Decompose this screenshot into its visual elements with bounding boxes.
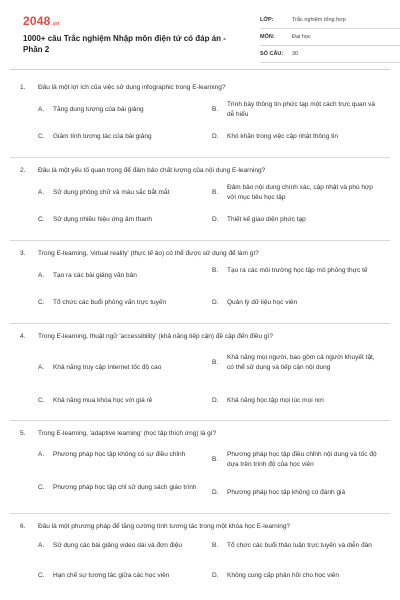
question-3 — [20, 249, 385, 314]
option-a[interactable] — [38, 541, 208, 551]
logo-suffix: .vn — [51, 21, 60, 27]
option-letter: B. — [212, 359, 219, 366]
question-number: 4. — [20, 333, 26, 340]
question-prompt: Trong E-learning, 'virtual reality' (thực tế ảo) có thể được sử dụng để làm gì? — [38, 250, 259, 257]
option-a[interactable] — [38, 188, 208, 198]
option-letter: D. — [212, 216, 219, 223]
option-c[interactable] — [38, 483, 208, 493]
document-title: 1000+ câu Trắc nghiệm Nhập môn điện tử có đáp án - Phần 2 — [23, 34, 226, 54]
option-text: Quản lý dữ liệu học viên — [227, 299, 298, 306]
option-letter: A. — [38, 364, 45, 371]
option-letter: C. — [38, 484, 45, 491]
divider — [10, 513, 390, 514]
option-letter: C. — [38, 572, 45, 579]
question-text — [20, 522, 385, 531]
question-text — [20, 332, 385, 341]
option-c[interactable] — [38, 132, 208, 142]
option-c[interactable] — [38, 571, 208, 581]
question-prompt: Đâu là một yếu tố quan trọng để đảm bảo chất lượng của nội dung E-learning? — [38, 167, 266, 174]
info-value: Trắc nghiệm tổng hợp — [292, 17, 346, 23]
option-letter: B. — [212, 542, 219, 549]
info-label: LỚP: — [260, 17, 274, 23]
option-text: Tạo ra các bài giảng văn bản — [53, 272, 137, 279]
option-text: Hạn chế sự tương tác giữa các học viên — [53, 572, 170, 579]
option-letter: C. — [38, 133, 45, 140]
option-letter: D. — [212, 299, 219, 306]
option-a[interactable] — [38, 363, 208, 373]
option-letter: B. — [212, 189, 219, 196]
divider — [10, 240, 390, 241]
options — [20, 183, 385, 231]
option-text: Phương pháp học tập chỉ sử dụng sách giáo trình — [53, 484, 197, 491]
option-text: Tạo ra các môi trường học tập mô phỏng thực tế — [227, 267, 368, 274]
option-text: Sử dụng phông chữ và màu sắc bắt mắt — [53, 189, 170, 196]
option-letter: A. — [38, 542, 45, 549]
option-text: Tổ chức các buổi thảo luận trực tuyến và diễn đàn — [227, 542, 372, 549]
option-c[interactable] — [38, 215, 208, 225]
option-text: Khó khăn trong việc cập nhật thông tin — [227, 133, 338, 140]
info-label: MÔN: — [260, 34, 275, 40]
option-b[interactable] — [212, 266, 382, 276]
options — [20, 349, 385, 411]
option-d[interactable] — [212, 215, 382, 225]
option-text: Tăng dung lượng của bài giảng — [53, 106, 144, 113]
options — [20, 266, 385, 314]
option-b[interactable] — [212, 541, 382, 551]
info-label: SỐ CÂU: — [260, 51, 284, 57]
question-text — [20, 166, 385, 175]
option-letter: C. — [38, 397, 45, 404]
option-text: Sử dụng các bài giảng video dài và đơn điệu — [53, 542, 182, 549]
question-4 — [20, 332, 385, 411]
option-letter: D. — [212, 572, 219, 579]
option-letter: C. — [38, 299, 45, 306]
option-text: Khả năng mua khóa học với giá rẻ — [53, 397, 153, 404]
question-5 — [20, 429, 385, 506]
option-text: Phương pháp học tập điều chỉnh nội dung và tốc độ dựa trên trình độ của học viên — [227, 451, 377, 468]
site-logo[interactable] — [23, 14, 59, 28]
option-text: Khả năng học tập mọi lúc mọi nơi — [227, 397, 324, 404]
question-text — [20, 429, 385, 438]
question-text — [20, 83, 385, 92]
info-table — [260, 12, 400, 63]
option-letter: D. — [212, 489, 219, 496]
info-row-subject — [260, 29, 400, 46]
option-a[interactable] — [38, 105, 208, 115]
option-text: Trình bày thông tin phức tạp một cách trực quan và dễ hiểu — [227, 101, 375, 118]
option-text: Sử dụng nhiều hiệu ứng âm thanh — [53, 216, 153, 223]
question-number: 6. — [20, 523, 26, 530]
option-a[interactable] — [38, 271, 208, 281]
logo-text: 2048 — [23, 14, 51, 28]
option-d[interactable] — [212, 132, 382, 142]
option-text: Không cung cấp phản hồi cho học viên — [227, 572, 340, 579]
question-prompt: Trong E-learning, thuật ngữ 'accessibility' (khả năng tiếp cận) đề cập đến điều gì? — [38, 333, 273, 340]
option-letter: D. — [212, 133, 219, 140]
option-letter: A. — [38, 272, 45, 279]
question-number: 3. — [20, 250, 26, 257]
option-b[interactable] — [212, 450, 382, 470]
option-text: Đảm bảo nội dung chính xác, cập nhật và phù hợp với mục tiêu học tập — [227, 184, 373, 201]
question-1 — [20, 83, 385, 148]
option-text: Khả năng truy cập Internet tốc độ cao — [53, 364, 162, 371]
option-b[interactable] — [212, 100, 382, 120]
option-letter: D. — [212, 397, 219, 404]
info-value: Đại học — [292, 34, 311, 40]
question-prompt: Đâu là một phương pháp để tăng cường tính tương tác trong một khóa học E-learning? — [38, 523, 291, 530]
question-number: 2. — [20, 167, 26, 174]
option-c[interactable] — [38, 298, 208, 308]
options — [20, 446, 385, 506]
question-2 — [20, 166, 385, 231]
info-row-class — [260, 12, 400, 29]
option-text: Phương pháp học tập không có sự điều chỉnh — [53, 451, 186, 458]
option-d[interactable] — [212, 298, 382, 308]
option-letter: C. — [38, 216, 45, 223]
option-b[interactable] — [212, 183, 382, 203]
option-d[interactable] — [212, 488, 382, 498]
option-d[interactable] — [212, 571, 382, 581]
option-text: Khả năng mọi người, bao gồm cả người khuyết tật, có thể sử dụng và tiếp cận nội dung — [227, 354, 375, 371]
option-letter: B. — [212, 106, 219, 113]
option-letter: A. — [38, 189, 45, 196]
question-prompt: Trong E-learning, 'adaptive learning' (học tập thích ứng) là gì? — [38, 430, 217, 437]
question-6 — [20, 522, 385, 599]
option-letter: B. — [212, 456, 219, 463]
info-row-count — [260, 46, 400, 63]
option-text: Giảm tính tương tác của bài giảng — [53, 133, 152, 140]
option-text: Thiết kế giao diện phức tạp — [227, 216, 306, 223]
options — [20, 100, 385, 148]
divider — [10, 157, 390, 158]
option-b[interactable] — [212, 353, 382, 373]
option-d[interactable] — [212, 396, 382, 406]
option-letter: A. — [38, 451, 45, 458]
option-letter: A. — [38, 106, 45, 113]
info-value: 30 — [292, 51, 299, 57]
options — [20, 539, 385, 599]
option-a[interactable] — [38, 450, 208, 460]
option-text: Phương pháp học tập không có đánh giá — [227, 489, 346, 496]
option-letter: B. — [212, 267, 219, 274]
option-c[interactable] — [38, 396, 208, 406]
divider — [10, 420, 390, 421]
divider — [10, 323, 390, 324]
document-header — [10, 0, 390, 70]
question-prompt: Đâu là một lợi ích của việc sử dụng infographic trong E-learning? — [38, 84, 226, 91]
question-number: 1. — [20, 84, 26, 91]
question-number: 5. — [20, 430, 26, 437]
question-text — [20, 249, 385, 258]
option-text: Tổ chức các buổi phỏng vấn trực tuyến — [53, 299, 167, 306]
